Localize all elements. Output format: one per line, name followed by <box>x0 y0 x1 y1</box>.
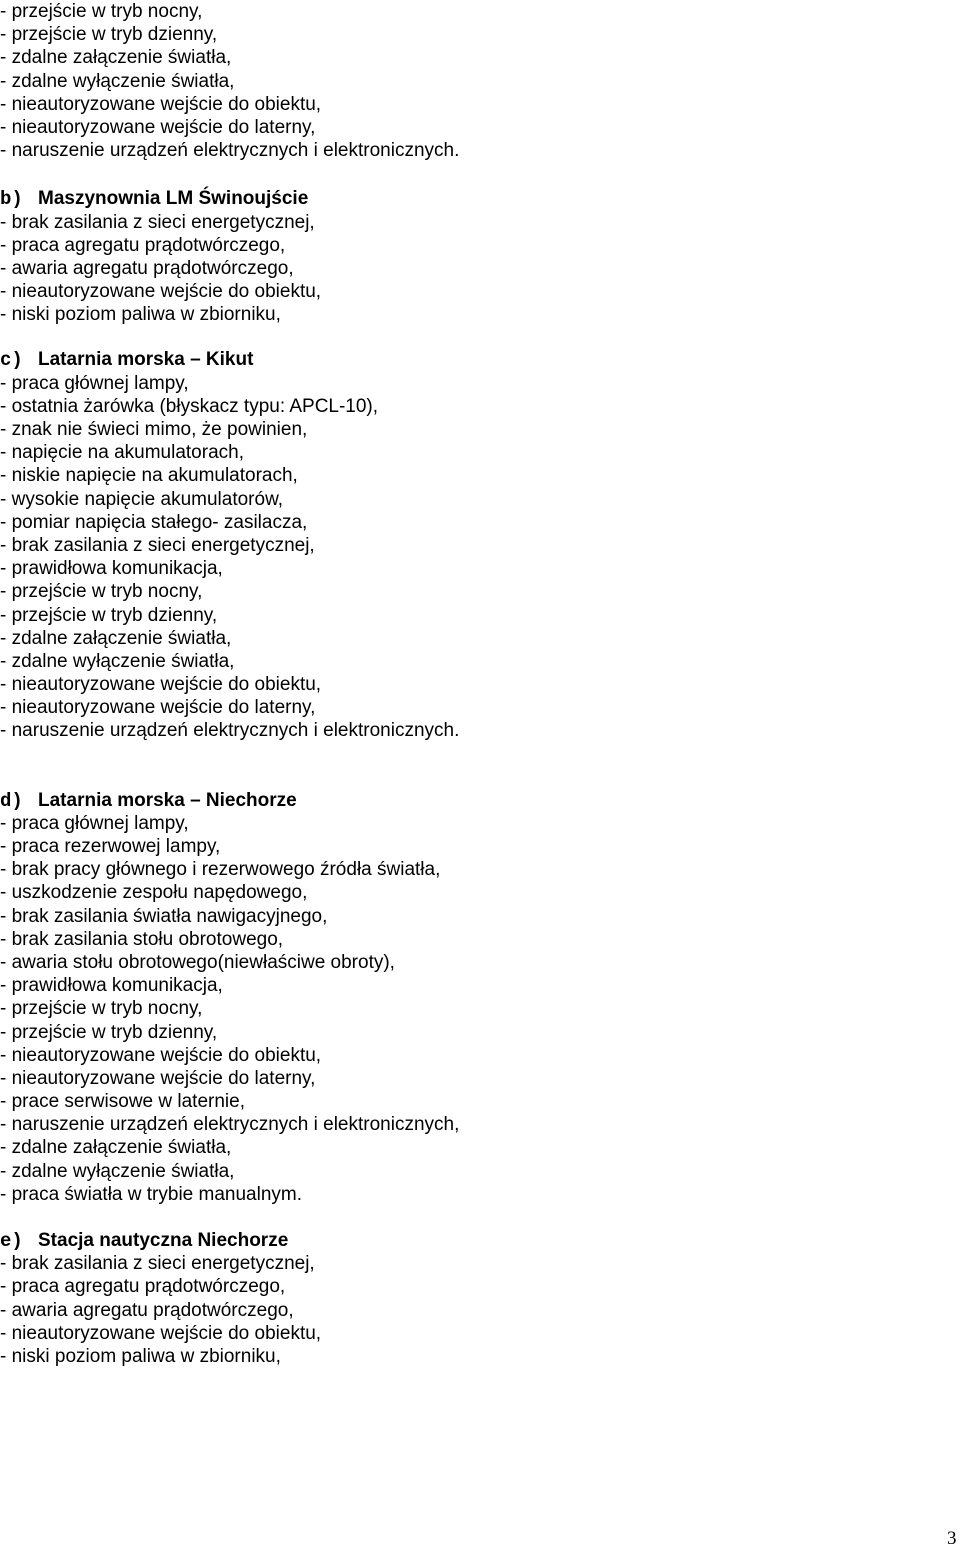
section-title: Stacja nautyczna Niechorze <box>38 1230 289 1251</box>
list-item: - znak nie świeci mimo, że powinien, <box>0 419 308 440</box>
list-item: - praca głównej lampy, <box>0 812 189 834</box>
section-c <box>0 348 960 742</box>
list-item: - naruszenie urządzeń elektrycznych i elektronicznych. <box>0 720 460 742</box>
list-item: - prawidłowa komunikacja, <box>0 975 223 997</box>
list-item: - prawidłowa komunikacja, <box>0 558 223 580</box>
list-item: - brak zasilania światła nawigacyjnego, <box>0 905 328 927</box>
section-heading <box>0 789 960 812</box>
list-item: - napięcie na akumulatorach, <box>0 442 244 464</box>
list-item: - zdalne wyłączenie światła, <box>0 650 235 672</box>
list-item: - awaria stołu obrotowego(niewłaściwe obroty), <box>0 951 395 973</box>
list-item: - przejście w tryb nocny, <box>0 998 203 1020</box>
section-title: Latarnia morska – Niechorze <box>38 789 297 811</box>
section-letter: c) <box>0 349 23 372</box>
list-item: - brak zasilania z sieci energetycznej, <box>0 534 315 556</box>
list-item: - brak zasilania z sieci energetycznej, <box>0 1253 315 1275</box>
list-item: - praca głównej lampy, <box>0 372 189 394</box>
page-number: 3 <box>947 1528 957 1549</box>
list-item: - przejście w tryb nocny, <box>0 1 203 22</box>
list-item: - nieautoryzowane wejście do obiektu, <box>0 674 322 696</box>
section-heading <box>0 348 960 371</box>
section-d <box>0 789 960 1206</box>
list-item: - nieautoryzowane wejście do obiektu, <box>0 281 322 303</box>
list-item: - przejście w tryb nocny, <box>0 581 203 603</box>
list-item: - awaria agregatu prądotwórczego, <box>0 257 294 279</box>
list-item: - praca agregatu prądotwórczego, <box>0 1276 286 1298</box>
section-letter: e) <box>0 1230 23 1252</box>
list-item: - naruszenie urządzeń elektrycznych i elektronicznych, <box>0 1114 460 1136</box>
list-item: - prace serwisowe w laternie, <box>0 1091 245 1113</box>
intro-list <box>0 0 960 162</box>
list-item: - praca agregatu prądotwórczego, <box>0 234 286 256</box>
list-item: - niski poziom paliwa w zbiorniku, <box>0 304 281 326</box>
list-item: - zdalne załączenie światła, <box>0 1137 232 1159</box>
section-heading <box>0 187 960 210</box>
list-item: - zdalne załączenie światła, <box>0 627 232 649</box>
list-item: - nieautoryzowane wejście do laterny, <box>0 116 316 138</box>
list-item: - przejście w tryb dzienny, <box>0 1021 218 1043</box>
list-item: - pomiar napięcia stałego- zasilacza, <box>0 511 308 533</box>
list-item: - niskie napięcie na akumulatorach, <box>0 465 298 487</box>
list-item: - nieautoryzowane wejście do obiektu, <box>0 93 322 115</box>
list-item: - awaria agregatu prądotwórczego, <box>0 1299 294 1321</box>
list-item: - nieautoryzowane wejście do obiektu, <box>0 1322 322 1344</box>
list-item: - nieautoryzowane wejście do obiektu, <box>0 1044 322 1066</box>
list-item: - niski poziom paliwa w zbiorniku, <box>0 1345 281 1367</box>
list-item: - zdalne wyłączenie światła, <box>0 1160 235 1182</box>
list-item: - naruszenie urządzeń elektrycznych i elektronicznych. <box>0 140 460 162</box>
list-item: - uszkodzenie zespołu napędowego, <box>0 882 308 904</box>
section-title: Latarnia morska – Kikut <box>38 349 254 371</box>
section-b <box>0 187 960 326</box>
list-item: - brak zasilania z sieci energetycznej, <box>0 211 315 233</box>
list-item: - nieautoryzowane wejście do laterny, <box>0 697 316 719</box>
list-item: - nieautoryzowane wejście do laterny, <box>0 1067 316 1089</box>
list-item: - praca rezerwowej lampy, <box>0 836 221 857</box>
list-item: - brak pracy głównego i rezerwowego źródła światła, <box>0 859 441 881</box>
section-heading <box>0 1229 960 1252</box>
section-letter: b) <box>0 188 23 211</box>
section-title: Maszynownia LM Świnoujście <box>38 188 309 210</box>
list-item: - przejście w tryb dzienny, <box>0 24 218 46</box>
section-e <box>0 1229 960 1368</box>
list-item: - wysokie napięcie akumulatorów, <box>0 488 284 510</box>
list-item: - przejście w tryb dzienny, <box>0 604 218 626</box>
list-item: - ostatnia żarówka (błyskacz typu: APCL-10), <box>0 395 379 417</box>
list-item: - brak zasilania stołu obrotowego, <box>0 928 284 950</box>
list-item: - praca światła w trybie manualnym. <box>0 1183 302 1205</box>
list-item: - zdalne wyłączenie światła, <box>0 70 235 92</box>
list-item: - zdalne załączenie światła, <box>0 47 232 69</box>
section-letter: d) <box>0 789 23 812</box>
